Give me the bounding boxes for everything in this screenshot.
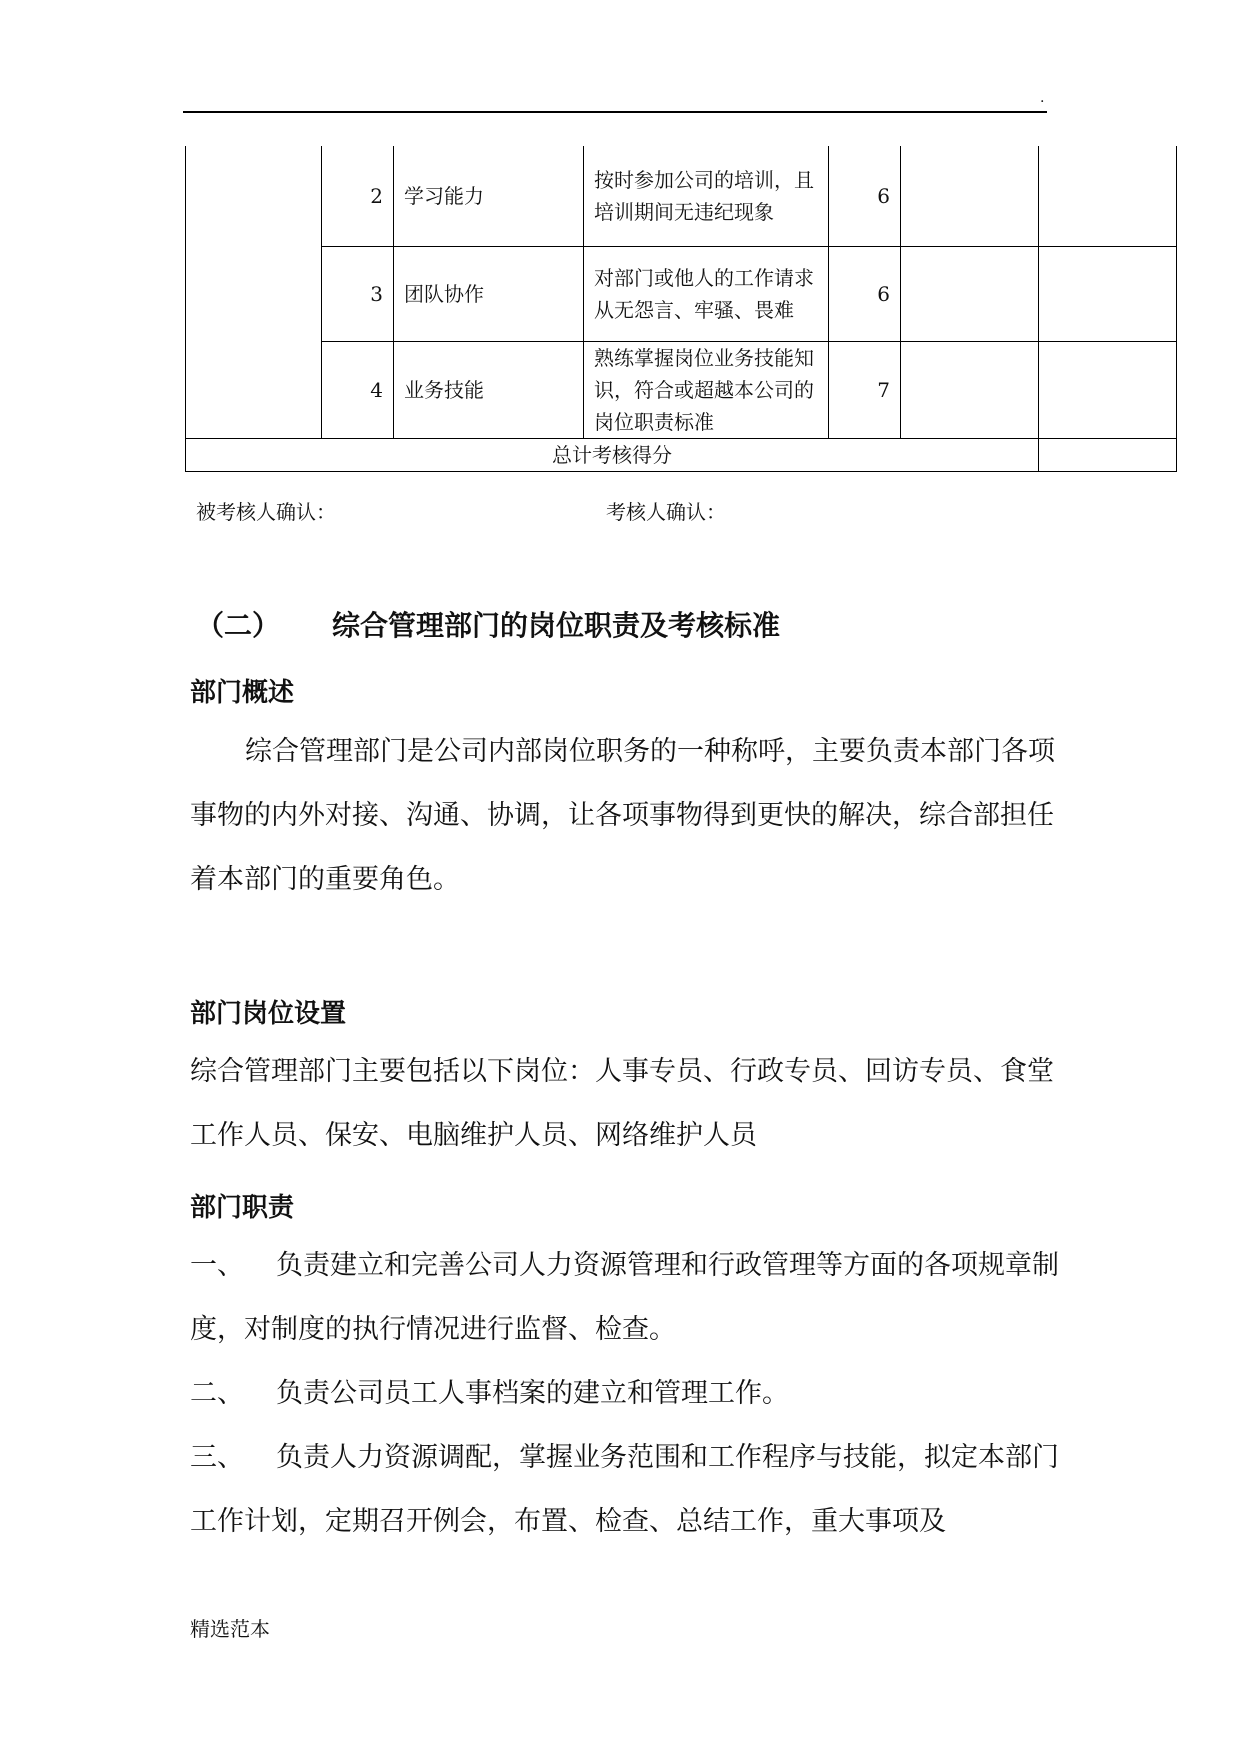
header-dot: . bbox=[1040, 90, 1045, 106]
header-rule bbox=[183, 111, 1047, 113]
row-criteria: 对部门或他人的工作请求从无怨言、牢骚、畏难 bbox=[584, 247, 829, 342]
row-final-score bbox=[1039, 342, 1177, 439]
section-title bbox=[196, 604, 780, 644]
section-title-text: 综合管理部门的岗位职责及考核标准 bbox=[332, 609, 781, 642]
row-item: 业务技能 bbox=[394, 342, 584, 439]
duties-heading: 部门职责 bbox=[190, 1193, 295, 1223]
assessment-table bbox=[185, 146, 1177, 472]
row-number: 4 bbox=[322, 342, 394, 439]
row-number: 3 bbox=[322, 247, 394, 342]
row-score: 6 bbox=[829, 146, 901, 247]
positions-heading: 部门岗位设置 bbox=[190, 999, 347, 1029]
duty-text: 负责公司员工人事档案的建立和管理工作。 bbox=[276, 1378, 789, 1409]
table-row bbox=[186, 342, 1177, 439]
total-score bbox=[1039, 439, 1177, 472]
positions-paragraph: 综合管理部门主要包括以下岗位：人事专员、行政专员、回访专员、食堂工作人员、保安、电脑维护人员、网络维护人员 bbox=[190, 1056, 1054, 1151]
overview-heading: 部门概述 bbox=[190, 678, 295, 708]
category-cell bbox=[186, 146, 322, 439]
section-number: （二） bbox=[196, 609, 281, 642]
duty-number: 一、 bbox=[190, 1250, 244, 1281]
row-final-score bbox=[1039, 247, 1177, 342]
row-number: 2 bbox=[322, 146, 394, 247]
duty-item bbox=[190, 1426, 1060, 1554]
row-score: 6 bbox=[829, 247, 901, 342]
total-row bbox=[186, 439, 1177, 472]
row-criteria: 熟练掌握岗位业务技能知识，符合或超越本公司的岗位职责标准 bbox=[584, 342, 829, 439]
row-score: 7 bbox=[829, 342, 901, 439]
duty-text: 负责建立和完善公司人力资源管理和行政管理等方面的各项规章制度，对制度的执行情况进行监督、检查。 bbox=[190, 1250, 1059, 1345]
row-self-score bbox=[901, 247, 1039, 342]
table-row bbox=[186, 247, 1177, 342]
duty-item bbox=[190, 1362, 1060, 1426]
duty-text: 负责人力资源调配，掌握业务范围和工作程序与技能，拟定本部门工作计划，定期召开例会，布置、检查、总结工作，重大事项及 bbox=[190, 1442, 1059, 1537]
total-label: 总计考核得分 bbox=[186, 439, 1039, 472]
assessee-confirm: 被考核人确认： bbox=[196, 500, 336, 524]
row-item: 团队协作 bbox=[394, 247, 584, 342]
assessor-confirm: 考核人确认： bbox=[606, 500, 726, 524]
row-self-score bbox=[901, 342, 1039, 439]
overview-paragraph: 综合管理部门是公司内部岗位职务的一种称呼，主要负责本部门各项事物的内外对接、沟通、协调，让各项事物得到更快的解决，综合部担任着本部门的重要角色。 bbox=[190, 736, 1055, 895]
row-criteria: 按时参加公司的培训，且培训期间无违纪现象 bbox=[584, 146, 829, 247]
footer-text: 精选范本 bbox=[190, 1617, 270, 1641]
row-final-score bbox=[1039, 146, 1177, 247]
row-item: 学习能力 bbox=[394, 146, 584, 247]
duty-number: 三、 bbox=[190, 1442, 244, 1473]
duty-item bbox=[190, 1234, 1060, 1362]
table-row bbox=[186, 146, 1177, 247]
duty-number: 二、 bbox=[190, 1378, 244, 1409]
row-self-score bbox=[901, 146, 1039, 247]
